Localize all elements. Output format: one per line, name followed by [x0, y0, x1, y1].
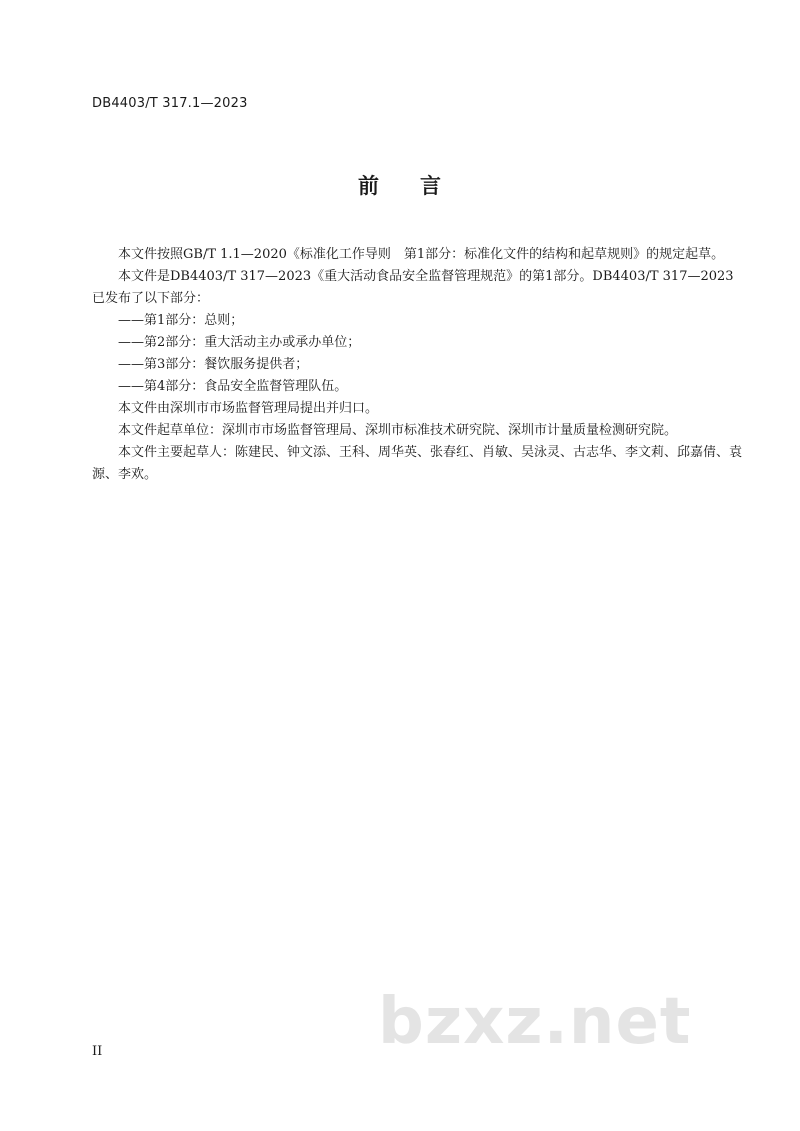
paragraph-drafters: 本文件主要起草人：陈建民、钟文添、王科、周华英、张春红、肖敏、吴泳灵、古志华、李文莉、邱嘉倩、袁源、李欢。 — [92, 445, 743, 482]
title-char-1: 前 — [358, 174, 380, 198]
watermark: bzxz.net — [378, 985, 692, 1059]
title-char-2: 言 — [420, 174, 442, 198]
document-code: DB4403/T 317.1—2023 — [92, 96, 248, 111]
list-item-part-3: ——第3部分：餐饮服务提供者； — [118, 357, 309, 372]
list-item-part-2: ——第2部分：重大活动主办或承办单位； — [118, 335, 361, 350]
paragraph-part-statement: 本文件是DB4403/T 317—2023《重大活动食品安全监督管理规范》的第1部分。DB4403/T 317—2023已发布了以下部分： — [92, 269, 734, 306]
list-item-part-1: ——第1部分：总则； — [118, 313, 244, 328]
paragraph-drafting-units: 本文件起草单位：深圳市市场监督管理局、深圳市标准技术研究院、深圳市计量质量检测研究院。 — [118, 423, 678, 438]
list-item-part-4: ——第4部分：食品安全监督管理队伍。 — [118, 379, 348, 394]
page-number: II — [92, 1044, 103, 1059]
paragraph-drafting-basis: 本文件按照GB/T 1.1—2020《标准化工作导则 第1部分：标准化文件的结构和起草规则》的规定起草。 — [118, 247, 725, 262]
paragraph-proposer: 本文件由深圳市市场监督管理局提出并归口。 — [118, 401, 379, 416]
page-title — [0, 170, 800, 200]
foreword-body — [92, 244, 742, 486]
